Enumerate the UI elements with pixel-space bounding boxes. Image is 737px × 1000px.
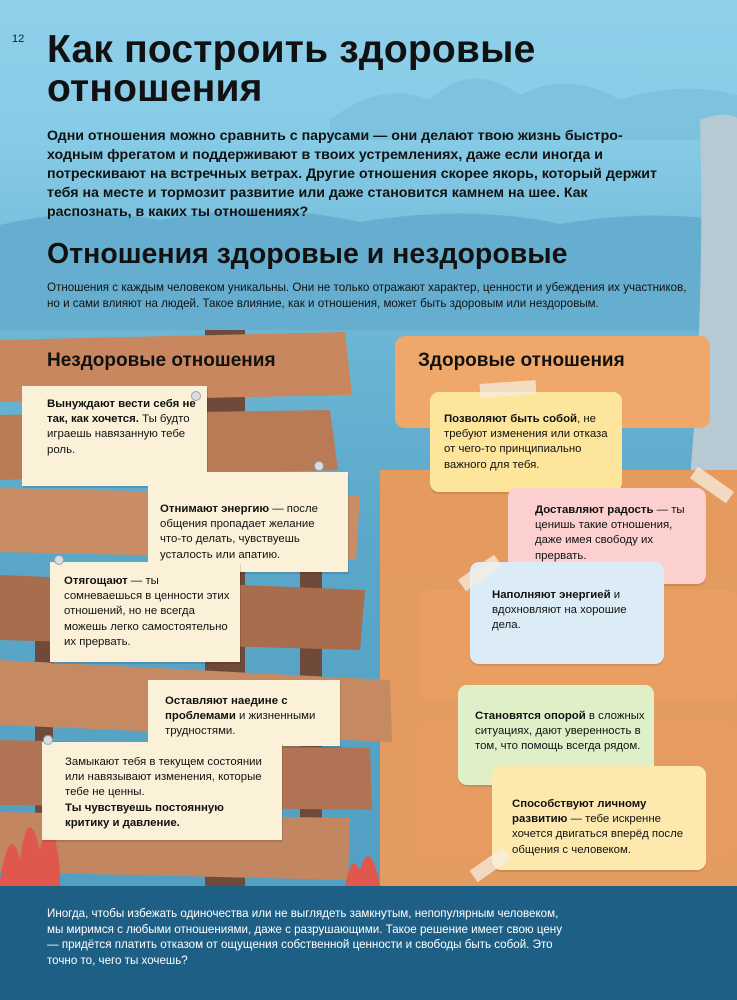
page-number: 12 [12, 33, 25, 45]
note-bold: Ты чувствуешь постоянную критику и давление. [65, 801, 224, 829]
note-text: в сложных ситуациях, дают уверенность в том, что помощь всегда рядом. [475, 710, 645, 753]
note-bold: Оставляют наедине с проблемами [165, 695, 288, 723]
note-text: Замыкают тебя в текущем состоянии или навязывают изменения, которые тебе не ценны. [65, 756, 262, 799]
note-text: — тебе искренне хочется двигаться вперёд после общения с человеком. [512, 813, 684, 856]
note-bold: Отягощают [64, 575, 128, 587]
pin-icon [55, 556, 63, 564]
healthy-note-2 [535, 503, 700, 564]
note-bold: Доставляют радость [535, 504, 654, 516]
healthy-note-1 [444, 412, 614, 473]
healthy-note-5 [512, 797, 694, 858]
healthy-heading: Здоровые отношения [418, 350, 625, 371]
note-bold: Становятся опорой [475, 710, 586, 722]
note-bold: Позволяют быть собой [444, 413, 578, 425]
note-text: и жизненными трудностями. [165, 710, 316, 738]
note-text: — ты сомневаешься в ценности этих отношений, но не всегда можешь легко самостоятельно их прервать. [64, 575, 230, 648]
page-title: Как построить здоровые отношения [47, 28, 536, 110]
unhealthy-note-3 [64, 574, 232, 650]
note-text: Ты будто играешь навязанную тебе роль. [47, 413, 190, 456]
unhealthy-heading: Нездоровые отношения [47, 350, 276, 371]
unhealthy-note-2 [160, 502, 338, 563]
pin-icon [44, 736, 52, 744]
unhealthy-note-4 [165, 694, 330, 740]
healthy-note-4 [475, 709, 647, 755]
intro-paragraph: Одни отношения можно сравнить с парусами — они делают твою жизнь быстро-ходным фрегатом и поддерживают в твоих устремлениях, даже если иногда и потрескивают на встречных ветрах. Другие отношения скорее якорь, который держит тебя на месте и тормозит развитие или даже становится камнем на шее. Как распознать, в каких ты отношениях? [47, 128, 657, 220]
unhealthy-note-5 [65, 755, 270, 831]
note-text: — ты ценишь такие отношения, даже имея свободу их прервать. [535, 504, 685, 562]
note-bold: Способствуют личному развитию [512, 798, 647, 826]
coral-shape [345, 856, 380, 890]
note-text: — после общения пропадает желание что-то делать, чувствуешь усталость или апатию. [160, 503, 318, 561]
unhealthy-note-1 [47, 397, 197, 458]
note-bold: Вынуждают вести себя не так, как хочется. [47, 398, 196, 426]
lead-paragraph: Отношения с каждым человеком уникальны. Они не только отражают характер, ценности и убеждения их участников, но и сами влияют на людей. Такое влияние, как и отношения, может быть здоровым или нездоровым. [47, 281, 687, 310]
note-text: , не требуют изменения или отказа от чего-то принципиально важного для тебя. [444, 413, 608, 471]
healthy-note-3 [492, 588, 652, 634]
note-bold: Наполняют энергией [492, 589, 611, 601]
note-text: и вдохновляют на хорошие дела. [492, 589, 627, 632]
outro-paragraph: Иногда, чтобы избежать одиночества или не выглядеть замкнутым, непопулярным человеком, мы миримся с любыми отношениями, даже с разрушающими. Такое решение имеет свою цену — придётся платить отказом от ощущения собственной ценности и свободы быть собой. Это точно то, чего ты хочешь? [47, 907, 562, 967]
pin-icon [315, 462, 323, 470]
section-title: Отношения здоровые и нездоровые [47, 238, 568, 270]
note-bold: Отнимают энергию [160, 503, 270, 515]
